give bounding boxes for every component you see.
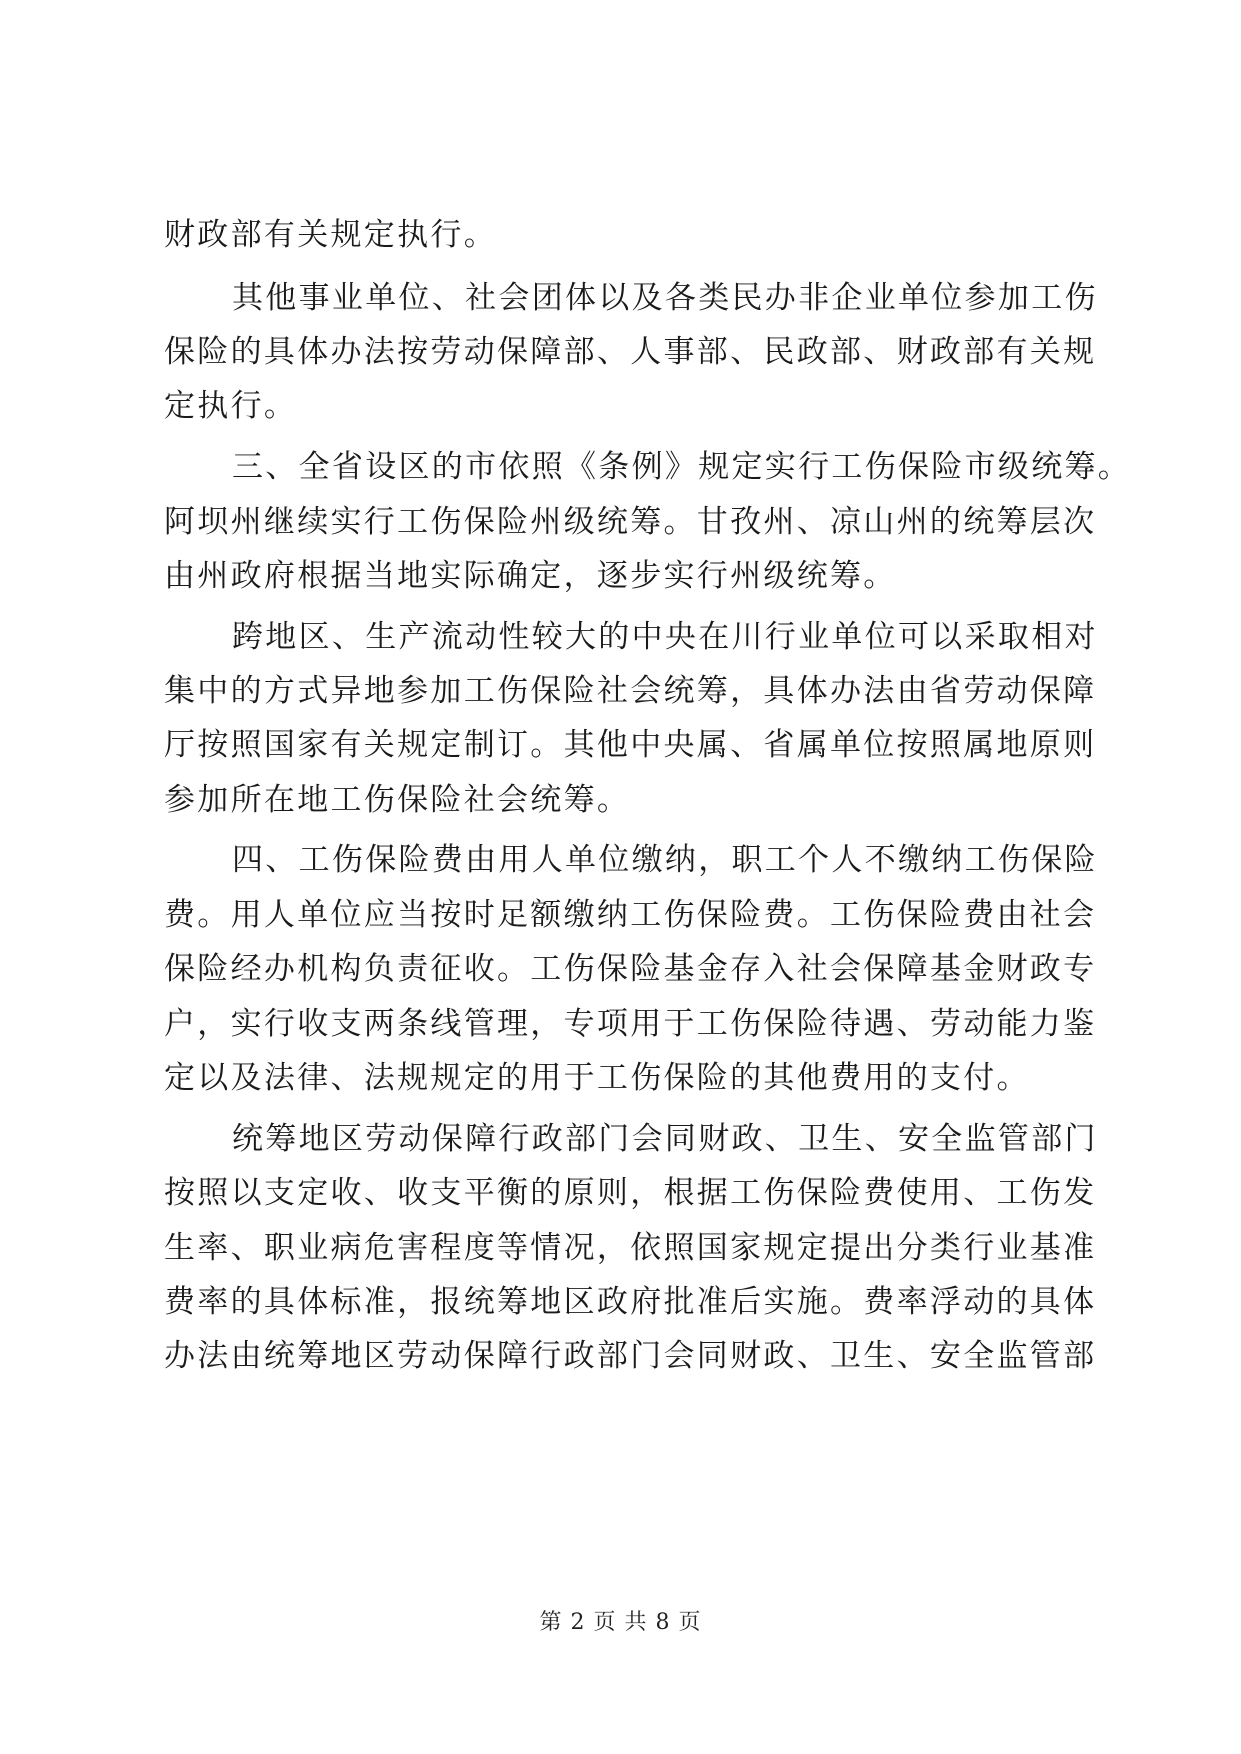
paragraph-first-line: 跨地区、生产流动性较大的中央在川行业单位可以采取相对 <box>232 619 1098 655</box>
text-line: 保险经办机构负责征收。工伤保险基金存入社会保障基金财政专 <box>164 951 1097 987</box>
text-line: 定以及法律、法规规定的用于工伤保险的其他费用的支付。 <box>164 1060 1030 1096</box>
text-line: 由州政府根据当地实际确定，逐步实行州级统筹。 <box>164 558 897 594</box>
text-line: 阿坝州继续实行工伤保险州级统筹。甘孜州、凉山州的统筹层次 <box>164 504 1097 540</box>
text-line: 费率的具体标准，报统筹地区政府批准后实施。费率浮动的具体 <box>164 1284 1097 1320</box>
text-line: 参加所在地工伤保险社会统筹。 <box>164 782 631 818</box>
paragraph-first-line: 其他事业单位、社会团体以及各类民办非企业单位参加工伤 <box>232 280 1098 316</box>
paragraph-first-line: 统筹地区劳动保障行政部门会同财政、卫生、安全监管部门 <box>232 1121 1098 1157</box>
page-number-footer: 第 2 页 共 8 页 <box>539 1610 702 1635</box>
text-line: 厅按照国家有关规定制订。其他中央属、省属单位按照属地原则 <box>164 727 1097 763</box>
text-line: 生率、职业病危害程度等情况，依照国家规定提出分类行业基准 <box>164 1230 1097 1266</box>
text-line: 财政部有关规定执行。 <box>164 217 497 253</box>
text-line: 户，实行收支两条线管理，专项用于工伤保险待遇、劳动能力鉴 <box>164 1006 1097 1042</box>
text-line: 办法由统筹地区劳动保障行政部门会同财政、卫生、安全监管部 <box>164 1338 1097 1374</box>
paragraph-first-line: 三、全省设区的市依照《条例》规定实行工伤保险市级统筹。 <box>232 449 1132 485</box>
text-line: 费。用人单位应当按时足额缴纳工伤保险费。工伤保险费由社会 <box>164 897 1097 933</box>
text-line: 按照以支定收、收支平衡的原则，根据工伤保险费使用、工伤发 <box>164 1175 1097 1211</box>
text-line: 保险的具体办法按劳动保障部、人事部、民政部、财政部有关规 <box>164 334 1097 370</box>
text-line: 集中的方式异地参加工伤保险社会统筹，具体办法由省劳动保障 <box>164 673 1097 709</box>
paragraph-first-line: 四、工伤保险费由用人单位缴纳，职工个人不缴纳工伤保险 <box>232 842 1098 878</box>
text-line: 定执行。 <box>164 388 298 424</box>
